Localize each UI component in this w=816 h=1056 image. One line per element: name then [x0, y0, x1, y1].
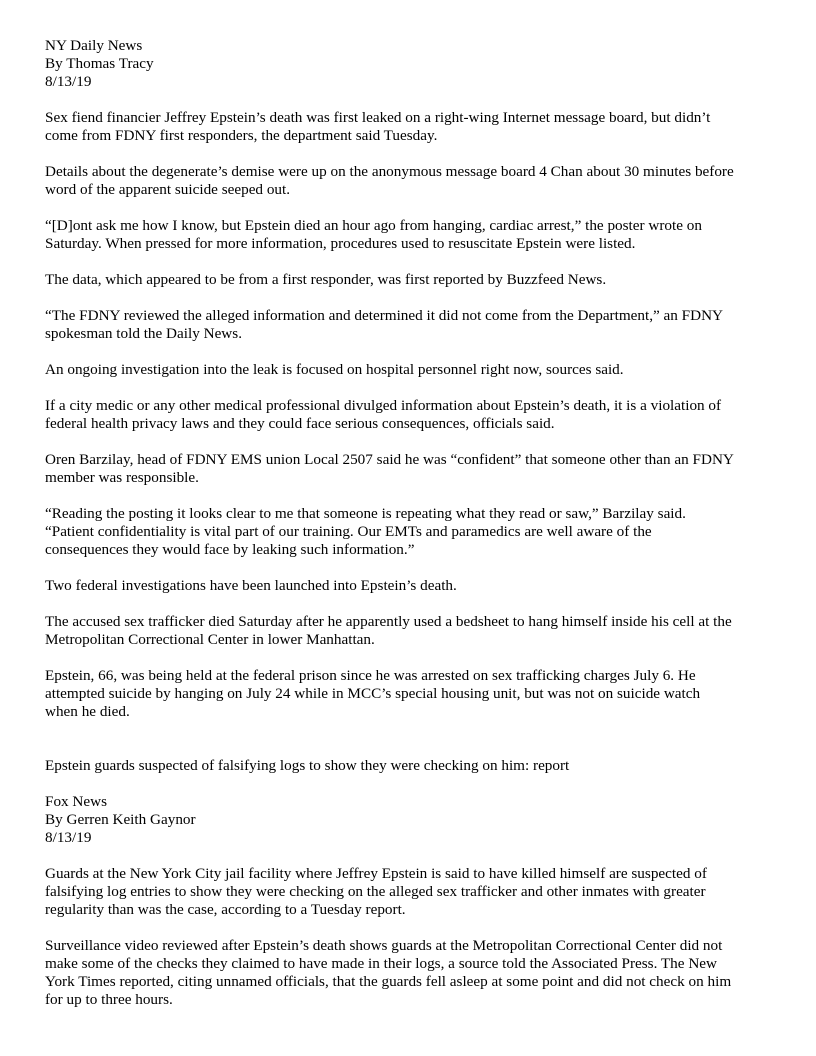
paragraph-line: The data, which appeared to be from a first responder, was first reported by Buzzfeed News.	[45, 271, 607, 288]
article2-source: Fox News	[45, 793, 108, 810]
paragraph-line: Epstein, 66, was being held at the federal prison since he was arrested on sex trafficking charges July 6. He	[45, 667, 696, 684]
paragraph-line: If a city medic or any other medical professional divulged information about Epstein’s death, it is a violation of	[45, 397, 722, 414]
article1-byline: By Thomas Tracy	[45, 55, 154, 72]
paragraph	[45, 937, 780, 1009]
paragraph-line: An ongoing investigation into the leak is focused on hospital personnel right now, sources said.	[45, 361, 624, 378]
article2-date: 8/13/19	[45, 829, 92, 846]
paragraph	[45, 577, 780, 595]
paragraph-line: consequences they would face by leaking such information.”	[45, 541, 415, 558]
paragraph-line: Oren Barzilay, head of FDNY EMS union Local 2507 said he was “confident” that someone other than an FDNY	[45, 451, 734, 468]
paragraph-line: Metropolitan Correctional Center in lower Manhattan.	[45, 631, 375, 648]
paragraph	[45, 163, 780, 199]
paragraph	[45, 667, 780, 721]
article1-header	[45, 37, 780, 91]
paragraph-line: word of the apparent suicide seeped out.	[45, 181, 291, 198]
paragraph-line: come from FDNY first responders, the department said Tuesday.	[45, 127, 438, 144]
paragraph-line: attempted suicide by hanging on July 24 while in MCC’s special housing unit, but was not on suicide watch	[45, 685, 701, 702]
paragraph-line: Two federal investigations have been launched into Epstein’s death.	[45, 577, 457, 594]
document-page	[45, 37, 780, 1027]
paragraph	[45, 865, 780, 919]
paragraph-line: Saturday. When pressed for more information, procedures used to resuscitate Epstein were listed.	[45, 235, 636, 252]
paragraph	[45, 505, 780, 559]
paragraph-line: “Patient confidentiality is vital part of our training. Our EMTs and paramedics are well aware of the	[45, 523, 652, 540]
paragraph-line: falsifying log entries to show they were checking on the alleged sex trafficker and other inmates with greater	[45, 883, 706, 900]
paragraph-line: regularity than was the case, according to a Tuesday report.	[45, 901, 406, 918]
article2-headline: Epstein guards suspected of falsifying logs to show they were checking on him: report	[45, 757, 570, 774]
article1-source: NY Daily News	[45, 37, 143, 54]
paragraph-line: spokesman told the Daily News.	[45, 325, 242, 342]
paragraph-line: Sex fiend financier Jeffrey Epstein’s death was first leaked on a right-wing Internet message board, but didn’t	[45, 109, 711, 126]
article1-date: 8/13/19	[45, 73, 92, 90]
paragraph-line: federal health privacy laws and they could face serious consequences, officials said.	[45, 415, 555, 432]
paragraph-line: Surveillance video reviewed after Epstein’s death shows guards at the Metropolitan Correctional Center did not	[45, 937, 723, 954]
article-separator	[45, 739, 780, 757]
article2-byline: By Gerren Keith Gaynor	[45, 811, 196, 828]
article1-body	[45, 109, 780, 721]
paragraph-line: when he died.	[45, 703, 130, 720]
paragraph	[45, 361, 780, 379]
paragraph	[45, 613, 780, 649]
paragraph-line: for up to three hours.	[45, 991, 173, 1008]
paragraph-line: The accused sex trafficker died Saturday after he apparently used a bedsheet to hang himself inside his cell at the	[45, 613, 732, 630]
paragraph-line: member was responsible.	[45, 469, 199, 486]
article2-headline-block	[45, 757, 780, 775]
paragraph-line: York Times reported, citing unnamed officials, that the guards fell asleep at some point and did not check on him	[45, 973, 732, 990]
paragraph	[45, 217, 780, 253]
article2-body	[45, 865, 780, 1009]
paragraph-line: “The FDNY reviewed the alleged information and determined it did not come from the Department,” an FDNY	[45, 307, 724, 324]
paragraph-line: Guards at the New York City jail facility where Jeffrey Epstein is said to have killed himself are suspected of	[45, 865, 707, 882]
paragraph-line: make some of the checks they claimed to have made in their logs, a source told the Associated Press. The New	[45, 955, 717, 972]
paragraph	[45, 451, 780, 487]
paragraph	[45, 271, 780, 289]
paragraph-line: Details about the degenerate’s demise were up on the anonymous message board 4 Chan about 30 minutes before	[45, 163, 734, 180]
paragraph-line: “[D]ont ask me how I know, but Epstein died an hour ago from hanging, cardiac arrest,” the poster wrote on	[45, 217, 702, 234]
article2-header	[45, 793, 780, 847]
paragraph	[45, 307, 780, 343]
paragraph-line: “Reading the posting it looks clear to me that someone is repeating what they read or saw,” Barzilay said.	[45, 505, 686, 522]
paragraph	[45, 397, 780, 433]
paragraph	[45, 109, 780, 145]
